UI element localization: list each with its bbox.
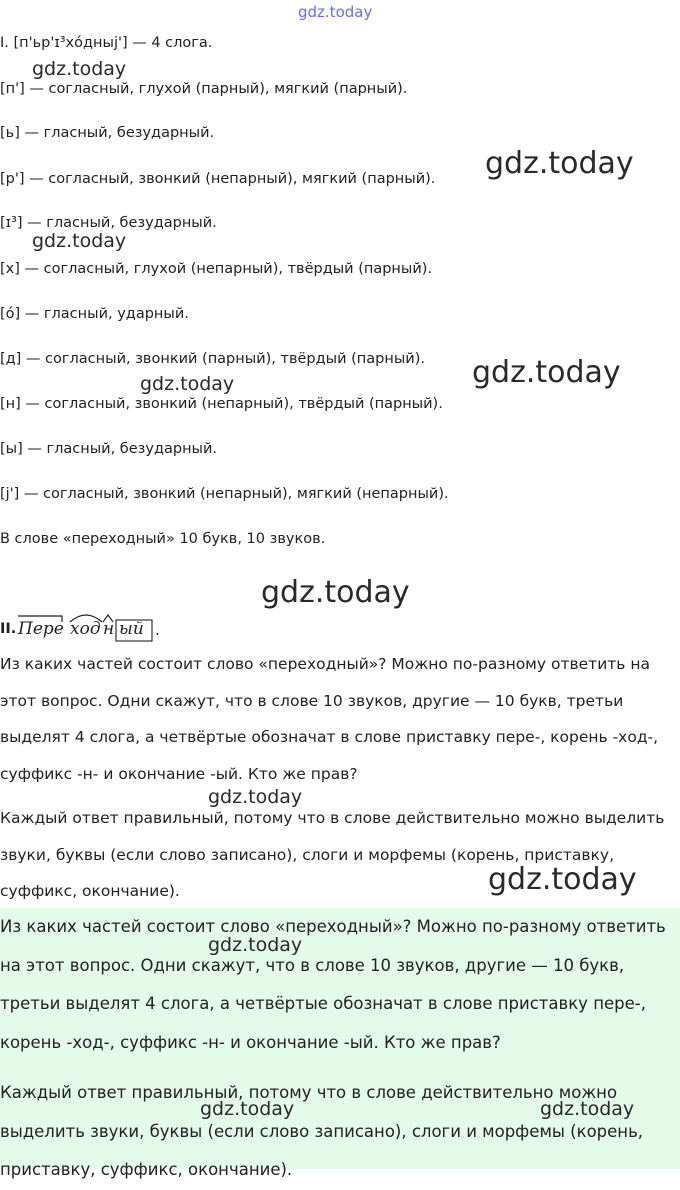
watermark: gdz.today: [472, 355, 621, 390]
phonetic-summary: В слове «переходный» 10 букв, 10 звуков.: [0, 531, 326, 547]
phonetic-line: [х] — согласный, глухой (непарный), твёрдый (парный).: [0, 261, 433, 277]
phonetic-line: [н] — согласный, звонкий (непарный), твёрдый (парный).: [0, 396, 443, 412]
phonetic-line: [д] — согласный, звонкий (парный), твёрдый (парный).: [0, 351, 425, 367]
phonetic-line: [j'] — согласный, звонкий (непарный), мягкий (непарный).: [0, 486, 449, 502]
phonetic-line: [п'] — согласный, глухой (парный), мягкий (парный).: [0, 81, 408, 97]
morphemic-period: .: [155, 621, 160, 639]
text-paragraph: Из каких частей состоит слово «переходный»? Можно по-разному ответить на этот вопрос. Одни скажут, что в слове 10 звуков, другие — 10 букв, третьи выделят 4 слога, а четвёртые обозначат в слове приставку пере-, корень -ход-, суффикс -н- и окончание -ый. Кто же прав?: [0, 655, 659, 783]
root-mark: [70, 615, 102, 622]
watermark: gdz.today: [208, 786, 303, 808]
watermark: gdz.today: [32, 58, 127, 80]
watermark: gdz.today: [208, 934, 303, 956]
phonetic-line: [р'] — согласный, звонкий (непарный), мягкий (парный).: [0, 171, 436, 187]
phonetic-line: [ɪ³] — гласный, безударный.: [0, 215, 217, 231]
watermark: gdz.today: [298, 3, 373, 21]
watermark: gdz.today: [200, 1098, 295, 1120]
phonetic-line: [о́] — гласный, ударный.: [0, 306, 189, 322]
highlighted-paragraph: Каждый ответ правильный, потому что в слове действительно можно выделить звуки, буквы (если слово записано), слоги и морфемы (корень, приставку, суффикс, окончание).: [0, 1083, 644, 1179]
phonetic-line: [ь] — гласный, безударный.: [0, 125, 215, 141]
watermark: gdz.today: [140, 373, 235, 395]
morphemic-analysis: [0, 612, 260, 646]
morpheme-marks: [0, 612, 260, 646]
watermark: gdz.today: [261, 575, 410, 610]
prefix-mark: [18, 616, 62, 622]
morphemic-label: II.: [0, 621, 17, 637]
suffix-mark: [103, 615, 113, 622]
morpheme-prefix: Пере: [18, 619, 64, 639]
watermark: gdz.today: [488, 862, 637, 897]
morpheme-ending: ый: [119, 619, 144, 639]
phonetic-heading: I. [п'ьр'ɪ³хо́дныj'] — 4 слога.: [0, 35, 213, 51]
watermark: gdz.today: [485, 146, 634, 181]
highlighted-paragraph: Из каких частей состоит слово «переходный»? Можно по-разному ответить на этот вопрос. Одни скажут, что в слове 10 звуков, другие — 10 букв, третьи выделят 4 слога, а четвёртые обозначат в слове приставку пере-, корень -ход-, суффикс -н- и окончание -ый. Кто же прав?: [0, 917, 666, 1052]
phonetic-line: [ы] — гласный, безударный.: [0, 441, 218, 457]
watermark: gdz.today: [32, 230, 127, 252]
text-paragraph: Каждый ответ правильный, потому что в слове действительно можно выделить звуки, буквы (если слово записано), слоги и морфемы (корень, приставку, суффикс, окончание).: [0, 809, 665, 900]
morpheme-root: ход: [70, 619, 101, 639]
morpheme-suffix: н: [103, 619, 115, 639]
ending-mark: [116, 620, 152, 641]
watermark: gdz.today: [540, 1098, 635, 1120]
